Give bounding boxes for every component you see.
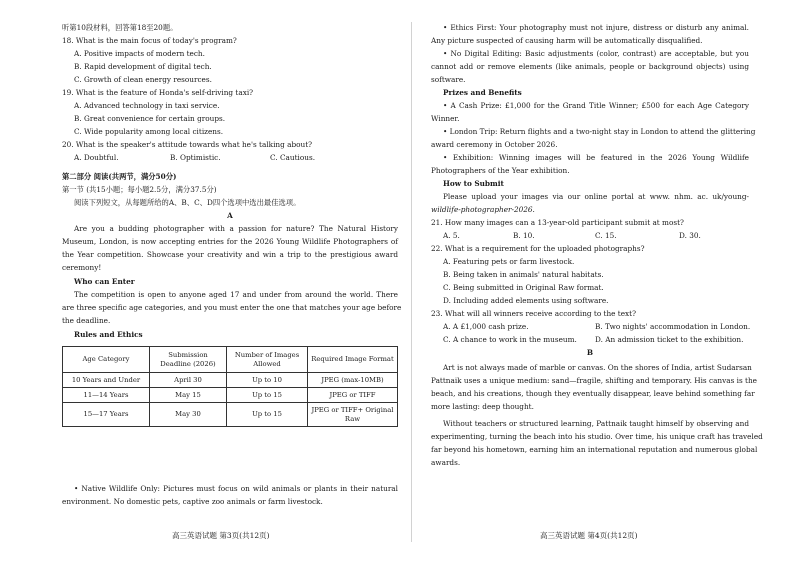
para3-line2: environment. No domestic pets, captive zoo animals or farm livestock. xyxy=(62,497,323,506)
table-cell: JPEG (max-10MB) xyxy=(308,373,398,388)
q21-option-b: B. 10. xyxy=(513,231,535,240)
question-20-stem: 20. What is the speaker's attitude towards what he's talking about? xyxy=(62,140,313,149)
q23-option-c: C. A chance to work in the museum. xyxy=(443,335,577,344)
paraB2-line3: far beyond his hometown, earning him an international reputation and numerous global xyxy=(431,445,758,454)
part2-title: 第二部分 阅读(共两节，满分50分) xyxy=(62,172,177,181)
q22-option-c: C. Being submitted in Original Raw format. xyxy=(443,283,604,292)
ethics-line1: • Ethics First: Your photography must not injure, distress or disturb any animal. xyxy=(443,23,749,32)
table-cell: 10 Years and Under xyxy=(63,373,150,388)
question-18-stem: 18. What is the main focus of today's program? xyxy=(62,36,237,45)
q21-option-a: A. 5. xyxy=(443,231,460,240)
listening-note: 听第10段材料，回答第18至20题。 xyxy=(62,23,178,32)
submit-line1: Please upload your images via our online portal at www. nhm. ac. uk/young- xyxy=(443,192,749,201)
table-cell: 15—17 Years xyxy=(63,403,150,427)
cash-line1: • A Cash Prize: £1,000 for the Grand Title Winner; £500 for each Age Category xyxy=(443,101,749,110)
table-header-row xyxy=(63,347,398,373)
q19-option-a: A. Advanced technology in taxi service. xyxy=(74,101,220,110)
q18-option-c: C. Growth of clean energy resources. xyxy=(74,75,212,84)
para3-line1: • Native Wildlife Only: Pictures must focus on wild animals or plants in their natural xyxy=(74,484,398,493)
table-row xyxy=(63,373,398,388)
q19-option-b: B. Great convenience for certain groups. xyxy=(74,114,226,123)
paraB2-line2: experimenting, turning the beach into his studio. Over time, his unique craft has traveled xyxy=(431,432,763,441)
table-cell: JPEG or TIFF xyxy=(308,388,398,403)
q19-option-c: C. Wide popularity among local citizens. xyxy=(74,127,224,136)
cash-line2: Winner. xyxy=(431,114,460,123)
para1-line4: ceremony! xyxy=(62,263,102,272)
heading-who-can-enter: Who can Enter xyxy=(74,277,135,286)
q22-option-d: D. Including added elements using software. xyxy=(443,296,609,305)
editing-line2: cannot add or remove elements (like animals, people or background objects) using xyxy=(431,62,749,71)
table-header-cell: Submission Deadline (2026) xyxy=(150,347,227,373)
exhibition-line1: • Exhibition: Winning images will be featured in the 2026 Young Wildlife xyxy=(443,153,749,162)
table-cell: Up to 15 xyxy=(227,388,308,403)
para1-line1: Are you a budding photographer with a passion for nature? The Natural History xyxy=(74,224,398,233)
heading-rules-ethics: Rules and Ethics xyxy=(74,330,143,339)
q21-option-d: D. 30. xyxy=(679,231,701,240)
q23-option-d: D. An admission ticket to the exhibition. xyxy=(595,335,744,344)
question-19-stem: 19. What is the feature of Honda's self-driving taxi? xyxy=(62,88,254,97)
table-cell: April 30 xyxy=(150,373,227,388)
section1-title: 第一节 (共15小题；每小题2.5分，满分37.5分) xyxy=(62,185,217,194)
page-footer-left: 高三英语试题 第3页(共12页) xyxy=(172,531,270,540)
submit-line2: wildlife-photographer-2026. xyxy=(431,205,535,214)
table-cell: 11—14 Years xyxy=(63,388,150,403)
question-22-stem: 22. What is a requirement for the uploaded photographs? xyxy=(431,244,645,253)
heading-how-to-submit: How to Submit xyxy=(443,179,504,188)
q18-option-b: B. Rapid development of digital tech. xyxy=(74,62,212,71)
ethics-line2: Any picture suspected of causing harm will be automatically disqualified. xyxy=(431,36,703,45)
table-cell: May 15 xyxy=(150,388,227,403)
trip-line1: • London Trip: Return flights and a two-night stay in London to attend the glittering xyxy=(443,127,756,136)
q21-option-c: C. 15. xyxy=(595,231,617,240)
paraB1-line2: Pattnaik uses a unique medium: sand—fragile, shifting and temporary. His canvas is the xyxy=(431,376,758,385)
para2-line2: are three specific age categories, and you must enter the one that matches your age before xyxy=(62,303,402,312)
paraB2-line1: Without teachers or structured learning, Pattnaik taught himself by observing and xyxy=(443,419,749,428)
q20-option-b: B. Optimistic. xyxy=(170,153,221,162)
table-header-cell: Age Category xyxy=(63,347,150,373)
paraB2-line4: awards. xyxy=(431,458,461,467)
trip-line2: award ceremony in October 2026. xyxy=(431,140,558,149)
table-header-cell: Number of Images Allowed xyxy=(227,347,308,373)
q23-option-a: A. A £1,000 cash prize. xyxy=(443,322,529,331)
table-row xyxy=(63,388,398,403)
table-header-cell: Required Image Format xyxy=(308,347,398,373)
para2-line3: the deadline. xyxy=(62,316,111,325)
table-cell: May 30 xyxy=(150,403,227,427)
exhibition-line2: Photographers of the Year exhibition. xyxy=(431,166,570,175)
table-cell: Up to 10 xyxy=(227,373,308,388)
table-cell: Up to 15 xyxy=(227,403,308,427)
q18-option-a: A. Positive impacts of modern tech. xyxy=(74,49,205,58)
page-footer-right: 高三英语试题 第4页(共12页) xyxy=(540,531,638,540)
paraB1-line4: more lasting: deep thought. xyxy=(431,402,534,411)
q23-option-b: B. Two nights' accommodation in London. xyxy=(595,322,751,331)
para1-line3: the Year competition. Showcase your creativity and win a trip to the prestigious award xyxy=(62,250,398,259)
q20-option-a: A. Doubtful. xyxy=(74,153,119,162)
table-row xyxy=(63,403,398,427)
column-divider xyxy=(411,22,412,542)
q22-option-b: B. Being taken in animals' natural habitats. xyxy=(443,270,604,279)
editing-line1: • No Digital Editing: Basic adjustments (color, contrast) are acceptable, but you xyxy=(443,49,749,58)
para2-line1: The competition is open to anyone aged 17 and under from around the world. There xyxy=(74,290,398,299)
para1-line2: Museum, London, is now accepting entries for the 2026 Young Wildlife Photographers of xyxy=(62,237,398,246)
question-23-stem: 23. What will all winners receive according to the text? xyxy=(431,309,637,318)
table-cell: JPEG or TIFF+ Original Raw xyxy=(308,403,398,427)
question-21-stem: 21. How many images can a 13-year-old participant submit at most? xyxy=(431,218,684,227)
heading-prizes: Prizes and Benefits xyxy=(443,88,522,97)
paraB1-line3: beach, and his creations, though they eventually disappear, leave behind something far xyxy=(431,389,755,398)
q22-option-a: A. Featuring pets or farm livestock. xyxy=(443,257,575,266)
editing-line3: software. xyxy=(431,75,466,84)
reading-instructions: 阅读下列短文，从每题所给的A、B、C、D四个选项中选出最佳选项。 xyxy=(74,198,301,207)
passage-b-label: B xyxy=(586,348,594,357)
paraB1-line1: Art is not always made of marble or canvas. On the shores of India, artist Sudarsan xyxy=(443,363,752,372)
passage-a-label: A xyxy=(227,211,233,220)
q20-option-c: C. Cautious. xyxy=(270,153,316,162)
rules-table xyxy=(62,346,398,427)
